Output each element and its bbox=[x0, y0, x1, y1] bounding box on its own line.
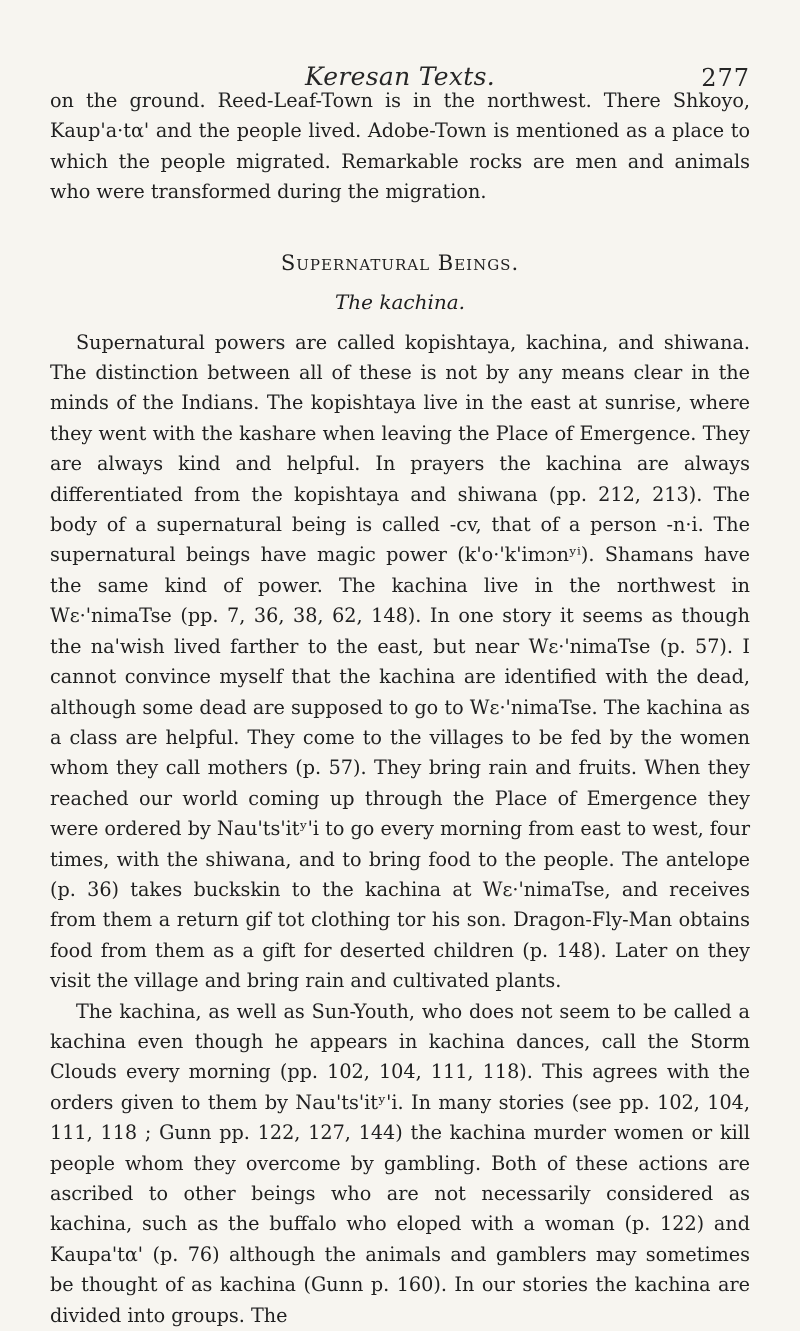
running-title: Keresan Texts. bbox=[305, 62, 495, 91]
section-subheading: The kachina. bbox=[334, 289, 466, 314]
paragraph-kachina-storm-clouds: The kachina, as well as Sun-Youth, who does not seem to be called a kachina even though he appears in kachina dances, call the Storm Clouds every morning (pp. 102, 104, 111, 118). This agrees with the orders given to them by Nau'ts'itʸ'i. In many stories (see pp. 102, 104, 111, 118 ; Gunn pp. 122, 127, 144) the kachina murder women or kill people whom they overcome by gambling. Both of these actions are ascribed to other beings who are not necessarily considered as kachina, such as the buffalo who eloped with a woman (p. 122) and Kaupa'tα' (p. 76) although the animals and gamblers may sometimes be thought of as kachina (Gunn p. 160). In our stories the kachina are divided into groups. The bbox=[50, 999, 750, 1327]
paragraph-supernatural-powers: Supernatural powers are called kopishtaya, kachina, and shiwana. The distinction between all of these is not by any means clear in the minds of the Indians. The kopishtaya live in the east at sunrise, where they went with the kashare when leaving the Place of Emergence. They are always kind and helpful. In prayers the kachina are always differentiated from the kopishtaya and shiwana (pp. 212, 213). The body of a supernatural being is called -cv, that of a person -n·i. The supernatural beings have magic power (k'o·'k'imɔnʸⁱ). Shamans have the same kind of power. The kachina live in the northwest in Wɛ·'nimaTse (pp. 7, 36, 38, 62, 148). In one story it seems as though the na'wish lived farther to the east, but near Wɛ·'nimaTse (p. 57). I cannot convince myself that the kachina are identified with the dead, although some dead are supposed to go to Wɛ·'nimaTse. The kachina as a class are helpful. They come to the villages to be fed by the women whom they call mothers (p. 57). They bring rain and fruits. When they reached our world coming up through the Place of Emergence they were ordered by Nau'ts'itʸ'i to go every morning from east to west, four times, with the shiwana, and to bring food to the people. The antelope (p. 36) takes buckskin to the kachina at Wɛ·'nimaTse, and receives from them a return gif tot clothing tor his son. Dragon-Fly-Man obtains food from them as a gift for deserted children (p. 148). Later on they visit the village and bring rain and cultivated plants. bbox=[50, 330, 750, 993]
continued-paragraph: on the ground. Reed-Leaf-Town is in the northwest. There Shkoyo, Kaup'a·tα' and the people lived. Adobe-Town is mentioned as a place to which the people migrated. Remarkable rocks are men and animals who were transformed during the migration. bbox=[50, 89, 750, 204]
section-heading: Supernatural Beings. bbox=[280, 250, 520, 275]
body-text bbox=[50, 86, 750, 1331]
page-number: 277 bbox=[701, 64, 750, 92]
document-page bbox=[50, 0, 750, 1327]
